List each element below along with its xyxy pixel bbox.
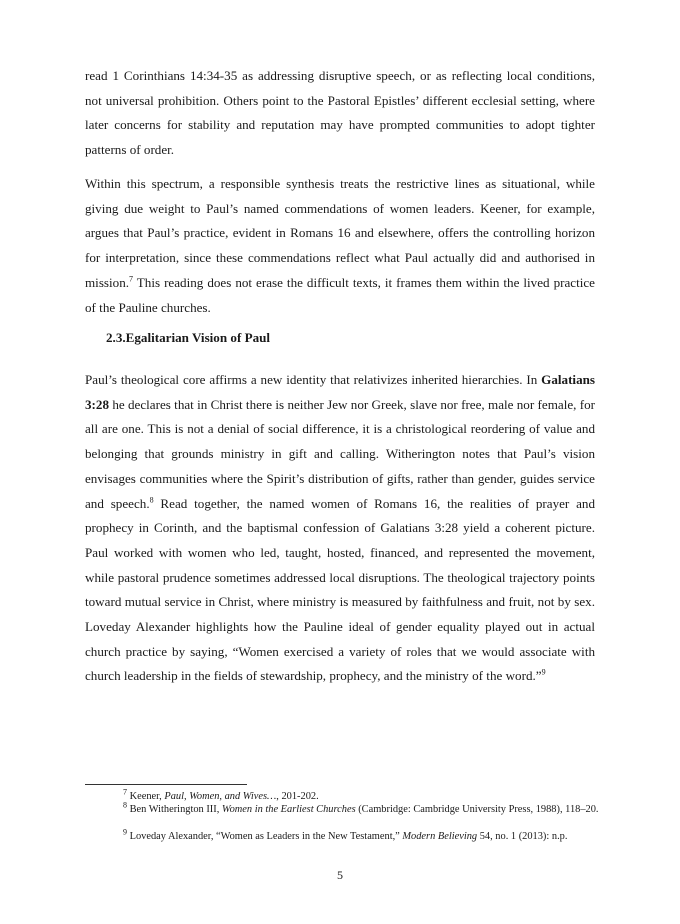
footnote-text: 54, no. 1 (2013): n.p.	[477, 831, 568, 842]
footnote-9	[85, 827, 605, 843]
paragraph-synthesis	[85, 172, 595, 320]
footnote-ref-8[interactable]: 8	[149, 495, 154, 505]
paragraph-text: Read together, the named women of Romans 16, the realities of prayer and prophecy in Corinth, and the baptismal confession of Galatians 3:28 yield a coherent picture. Paul worked with women who led, taught, hosted, financed, and represented the movement, while pastoral prudence sometimes addressed local disruptions. The theological trajectory points toward mutual service in Christ, where ministry is measured by faithfulness and fruit, not by sex. Loveday Alexander highlights how the Pauline ideal of gender equality played out in actual church practice by saying, “Women exercised a variety of roles that we would associate with church leadership in the fields of stewardship, prophecy, and the ministry of the word.”	[85, 495, 596, 684]
paragraph-egalitarian	[85, 368, 595, 689]
paragraph-text: This reading does not erase the difficult texts, it frames them within the lived practice of the Pauline churches.	[85, 274, 595, 315]
page-number: 5	[337, 868, 343, 882]
footnote-ref-9[interactable]: 9	[541, 668, 546, 678]
bold-reference: Galatians 3:28	[85, 372, 595, 412]
footnote-number: 8	[123, 800, 127, 810]
footnote-text: Keener,	[127, 791, 165, 802]
paragraph-corinthians	[85, 64, 595, 163]
section-heading: 2.3.Egalitarian Vision of Paul	[106, 330, 271, 345]
footnote-7	[85, 787, 605, 803]
footnote-text: , 201-202.	[276, 791, 319, 802]
paragraph-text: Within this spectrum, a responsible synthesis treats the restrictive lines as situational, while giving due weight to Paul’s named commendations of women leaders. Keener, for example, argues that Paul’s practice, evident in Romans 16 and elsewhere, offers the controlling horizon for interpretation, since these commendations reflect what Paul actually did and authorised in mission.	[85, 176, 595, 290]
footnote-number: 7	[123, 787, 127, 797]
footnote-title: Women in the Earliest Churches	[221, 804, 356, 815]
paragraph-text: he declares that in Christ there is neither Jew nor Greek, slave nor free, male nor female, for all are one. This is not a denial of social difference, it is a christological reordering of value and belonging that grounds ministry in gift and calling. Witherington notes that Paul’s vision envisages communities where the Spirit’s distribution of gifts, rather than gender, guides service and speech.	[85, 396, 595, 511]
footnote-title: Modern Believing	[402, 831, 478, 842]
footnote-8	[85, 800, 605, 816]
footnote-number: 9	[123, 827, 127, 837]
footnote-ref-7[interactable]: 7	[129, 274, 134, 284]
footnote-separator	[85, 784, 247, 785]
footnote-text: Ben Witherington III,	[127, 804, 222, 815]
footnote-title: Paul, Women, and Wives…	[164, 791, 277, 802]
paragraph-text: read 1 Corinthians 14:34-35 as addressing disruptive speech, or as reflecting local conditions, not universal prohibition. Others point to the Pastoral Epistles’ different ecclesial setting, where later concerns for stability and reputation may have prompted communities to adopt tighter patterns of order.	[85, 68, 595, 158]
paragraph-text: Paul’s theological core affirms a new identity that relativizes inherited hierarchies. In	[85, 372, 542, 387]
footnote-text: Loveday Alexander, “Women as Leaders in the New Testament,”	[127, 831, 403, 842]
footnote-text: (Cambridge: Cambridge University Press, 1988), 118–20.	[355, 804, 599, 815]
